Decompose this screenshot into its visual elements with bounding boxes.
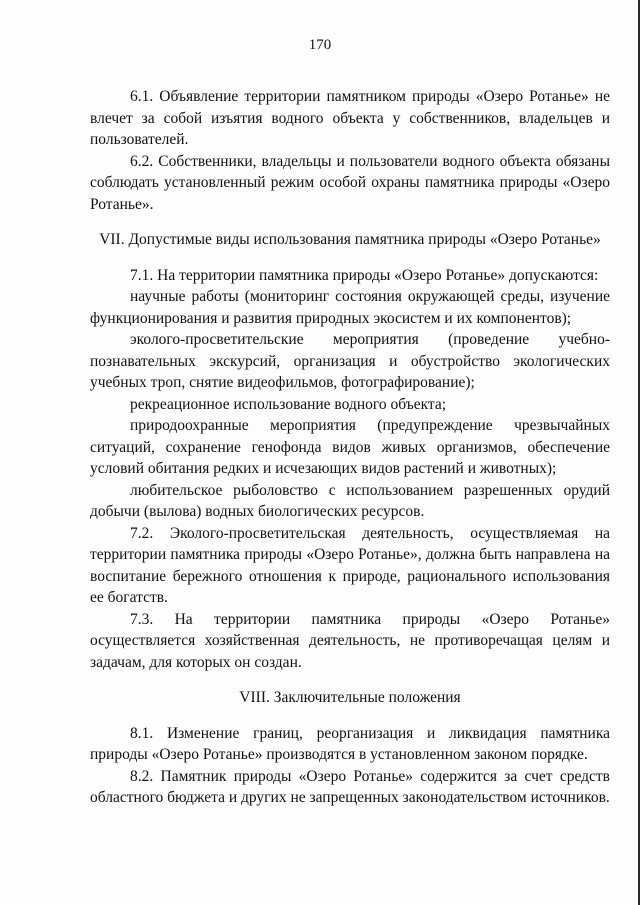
paragraph-6-1: 6.1. Объявление территории памятником природы «Озеро Ротанье» не влечет за собой изъятия водного объекта у собственников, владельцев и пользователей.	[90, 88, 610, 148]
paragraph-7-2: 7.2. Эколого-просветительская деятельность, осуществляемая на территории памятника природы «Озеро Ротанье», должна быть направлена на воспитание бережного отношения к природе, рационального использования ее богатств.	[90, 524, 610, 606]
paragraph-6-2: 6.2. Собственники, владельцы и пользователи водного объекта обязаны соблюдать установленный режим особой охраны памятника природы «Озеро Ротанье».	[90, 152, 610, 213]
list-item-7-1-1: научные работы (мониторинг состояния окружающей среды, изучение функционирования и развития природных экосистем и их компонентов);	[90, 288, 610, 327]
paragraph-7-3: 7.3. На территории памятника природы «Озеро Ротанье» осуществляется хозяйственная деятельность, не противоречащая целям и задачам, для которых он создан.	[90, 610, 610, 671]
section-7-heading: VII. Допустимые виды использования памятника природы «Озеро Ротанье»	[99, 231, 601, 248]
list-item-7-1-4: природоохранные мероприятия (предупреждение чрезвычайных ситуаций, сохранение генофонда видов живых организмов, обеспечение условий обитания редких и исчезающих видов растений и животных);	[90, 417, 610, 477]
list-item-7-1-5: любительское рыболовство с использованием разрешенных орудий добычи (вылова) водных биологических ресурсов.	[90, 481, 610, 520]
document-body	[90, 86, 610, 809]
list-item-7-1-2: эколого-просветительские мероприятия (проведение учебно-познавательных экскурсий, организация и обустройство экологических учебных троп, снятие видеофильмов, фотографирование);	[90, 331, 610, 391]
list-item-7-1-3: рекреационное использование водного объекта;	[130, 395, 447, 413]
paragraph-8-2: 8.2. Памятник природы «Озеро Ротанье» содержится за счет средств областного бюджета и других не запрещенных законодательством источников.	[90, 767, 610, 806]
paragraph-8-1: 8.1. Изменение границ, реорганизация и ликвидация памятника природы «Озеро Ротанье» производятся в установленном законом порядке.	[90, 724, 610, 763]
paragraph-7-1: 7.1. На территории памятника природы «Озеро Ротанье» допускаются:	[130, 266, 599, 284]
page-number: 170	[308, 37, 332, 53]
section-8-heading: VIII. Заключительные положения	[239, 689, 461, 706]
